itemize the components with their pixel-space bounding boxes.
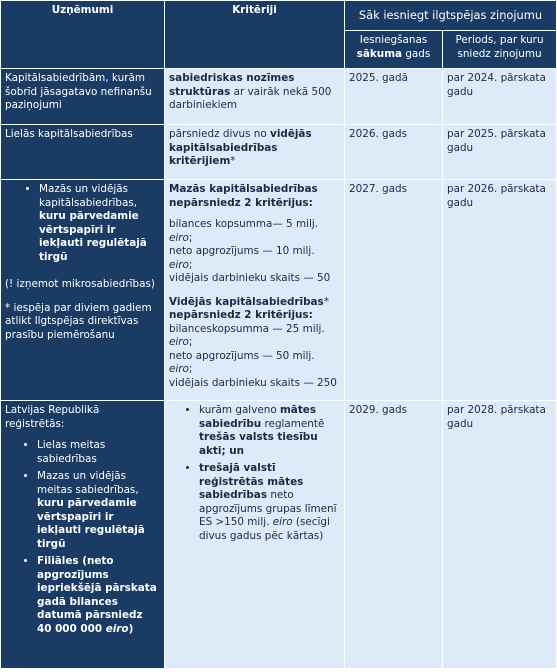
row1-company: Kapitālsabiedrībām, kurām šobrīd jāsagatavo nefinanšu paziņojumi	[1, 69, 165, 125]
small-criteria-line: vidējais darbinieku skaits — 50	[169, 272, 331, 285]
small-criteria-line: bilances kopsumma— 5 milj. eiro;	[169, 218, 319, 244]
list-item: • Mazas un vidējās meitas sabiedrības, kuru pārvedamie vērtspapīri ir iekļauti regulētajā tirgū	[37, 470, 160, 551]
header-start-group: Sāk iesniegt ilgtspējas ziņojumu	[345, 1, 557, 31]
list-item: • Mazās un vidējās kapitālsabiedrības, kuru pārvedamie vērtspapīri ir iekļauti regulētajā tirgū	[39, 183, 160, 264]
row3-year: 2027. gads	[345, 180, 443, 401]
row2-year: 2026. gads	[345, 125, 443, 180]
header-companies: Uzņēmumi	[1, 1, 165, 69]
small-criteria-line: neto apgrozījums — 10 milj. eiro;	[169, 245, 315, 271]
row3-criteria	[165, 180, 345, 401]
row3-company	[1, 180, 165, 401]
row2-period: par 2025. pārskata gadu	[443, 125, 557, 180]
row3-note-defer: * iespēja par diviem gadiem atlikt Ilgtspējas direktīvas prasību piemērošanu	[5, 301, 152, 341]
row2-company: Lielās kapitālsabiedrības	[1, 125, 165, 180]
row4-intro: Latvijas Republikā reģistrētās:	[5, 404, 100, 430]
list-item: • trešajā valstī reģistrētās mātes sabiedrības neto apgrozījums grupas līmenī ES >150 milj. eiro (secīgi divus gadus pēc kārtas)	[199, 462, 340, 543]
row1-period: par 2024. pārskata gadu	[443, 69, 557, 125]
table-row	[1, 401, 557, 669]
table-row	[1, 180, 557, 401]
row1-year: 2025. gadā	[345, 69, 443, 125]
row3-period: par 2026. pārskata gadu	[443, 180, 557, 401]
row4-period: par 2028. pārskata gadu	[443, 401, 557, 669]
list-item: • Lielas meitas sabiedrības	[37, 439, 160, 466]
header-criteria: Kritēriji	[165, 1, 345, 69]
row4-criteria	[165, 401, 345, 669]
row4-company	[1, 401, 165, 669]
row3-note-micro: (! izņemot mikrosabiedrības)	[5, 278, 155, 291]
medium-criteria-line: bilanceskopsumma — 25 milj. eiro;	[169, 322, 325, 349]
header-period: Periods, par kuru sniedz ziņojumu	[443, 31, 557, 69]
header-start-year: Iesniegšanas sākuma gads	[345, 31, 443, 69]
medium-criteria-line: neto apgrozījums — 50 milj. eiro;	[169, 349, 315, 376]
row2-criteria: pārsniedz divus no vidējās kapitālsabiedrības kritērijiem*	[165, 125, 345, 180]
row1-criteria: sabiedriskas nozīmes struktūras ar vairāk nekā 500 darbiniekiem	[165, 69, 345, 125]
medium-criteria-line: vidējais darbinieku skaits — 250	[169, 376, 337, 389]
table-row	[1, 69, 557, 125]
list-item: • kurām galveno mātes sabiedrību reglamentē trešās valsts tiesību akti; un	[199, 404, 340, 458]
medium-criteria-title: Vidējās kapitālsabiedrības* nepārsniedz 2 kritērijus:	[169, 295, 329, 322]
row4-year: 2029. gads	[345, 401, 443, 669]
list-item: • Filiāles (neto apgrozījums iepriekšējā pārskata gadā bilances datumā pārsniedz 40 000 000 eiro)	[37, 555, 160, 636]
table-row	[1, 125, 557, 180]
small-criteria-title: Mazās kapitālsabiedrības nepārsniedz 2 kritērijus:	[169, 183, 318, 209]
